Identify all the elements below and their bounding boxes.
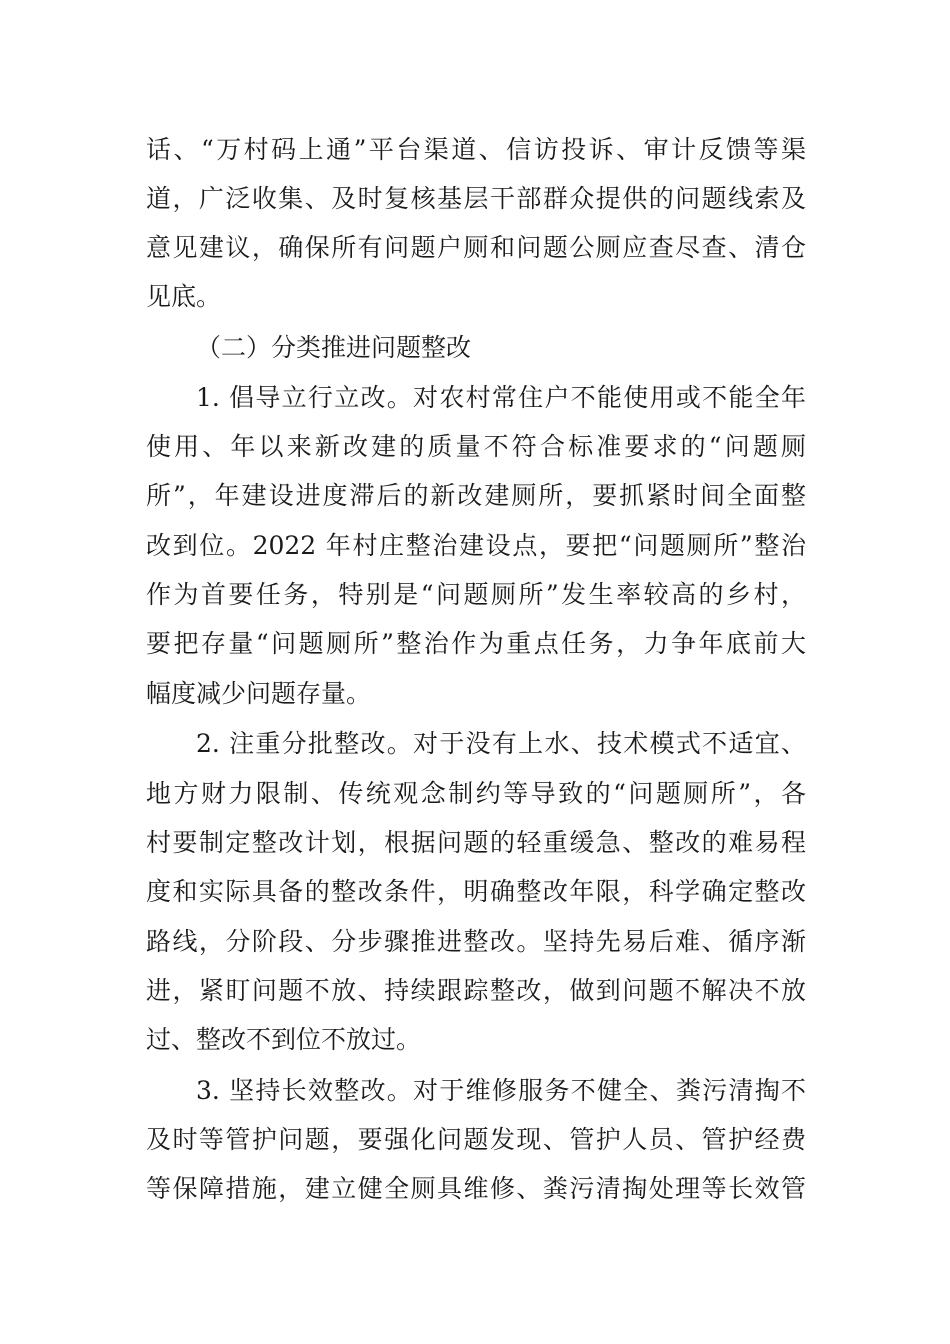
text-line: 及时等管护问题，要强化问题发现、管护人员、管护经费 — [146, 1125, 806, 1154]
text-line: 使用、年以来新改建的质量不符合标准要求的“问题厕 — [146, 432, 806, 461]
text-line: 要把存量“问题厕所”整治作为重点任务，力争年底前大 — [146, 629, 806, 658]
section-heading: （二）分类推进问题整改 — [196, 333, 472, 362]
text-line: 地方财力限制、传统观念制约等导致的“问题厕所”，各 — [146, 779, 806, 808]
text-line: 改到位。2022 年村庄整治建设点，要把“问题厕所”整治 — [146, 531, 806, 560]
text-line: 见底。 — [146, 282, 222, 311]
text-line: 话、“万村码上通”平台渠道、信访投诉、审计反馈等渠 — [146, 135, 806, 164]
paragraph-first-line: 2. 注重分批整改。对于没有上水、技术模式不适宜、 — [196, 729, 806, 758]
text-line: 意见建议，确保所有问题户厕和问题公厕应查尽查、清仓 — [146, 233, 806, 262]
text-line: 进，紧盯问题不放、持续跟踪整改，做到问题不解决不放 — [146, 976, 806, 1005]
text-line: 村要制定整改计划，根据问题的轻重缓急、整改的难易程 — [146, 828, 806, 857]
text-line: 度和实际具备的整改条件，明确整改年限，科学确定整改 — [146, 877, 806, 906]
text-line: 幅度减少问题存量。 — [146, 679, 372, 708]
text-line: 所”，年建设进度滞后的新改建厕所，要抓紧时间全面整 — [146, 481, 806, 510]
text-line: 路线，分阶段、分步骤推进整改。坚持先易后难、循序渐 — [146, 927, 806, 956]
paragraph-first-line: 1. 倡导立行立改。对农村常住户不能使用或不能全年 — [196, 383, 806, 412]
text-line: 过、整改不到位不放过。 — [146, 1025, 422, 1054]
paragraph-first-line: 3. 坚持长效整改。对于维修服务不健全、粪污清掏不 — [196, 1076, 806, 1105]
text-line: 道，广泛收集、及时复核基层干部群众提供的问题线索及 — [146, 184, 806, 213]
text-line: 等保障措施，建立健全厕具维修、粪污清掏处理等长效管 — [146, 1174, 806, 1203]
text-line: 作为首要任务，特别是“问题厕所”发生率较高的乡村， — [146, 580, 806, 609]
